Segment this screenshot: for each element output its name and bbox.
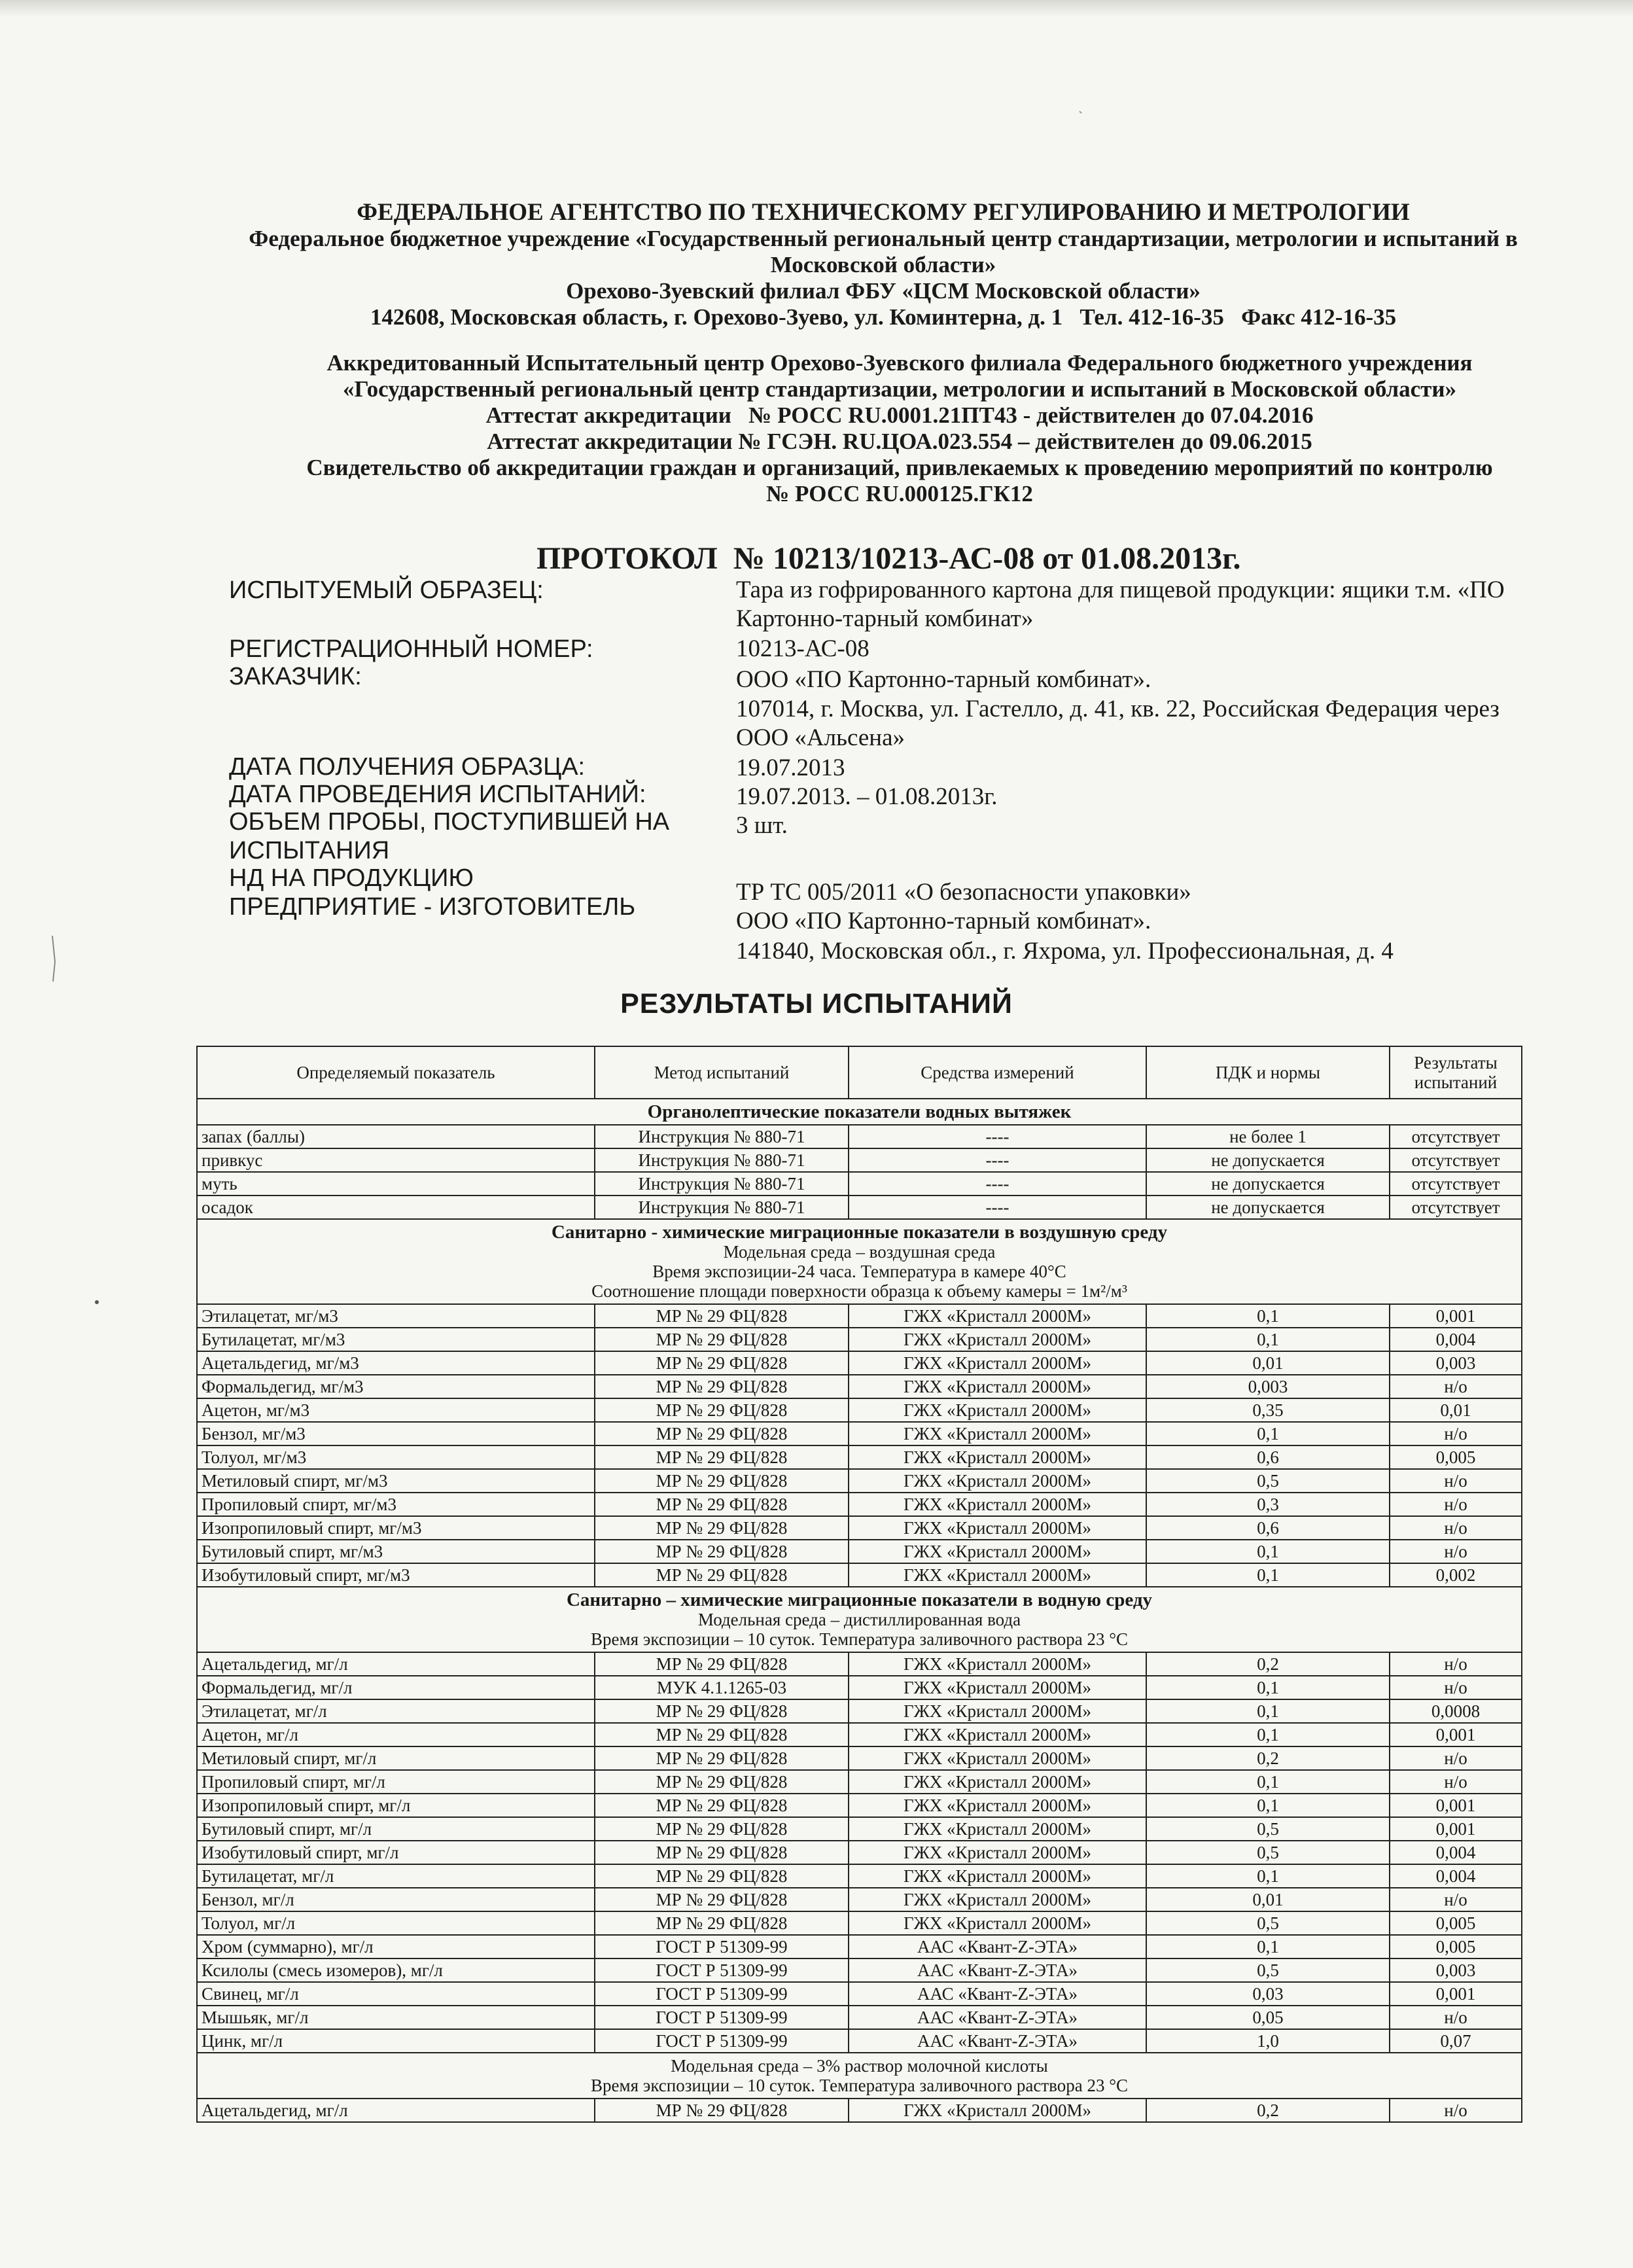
indicator-cell: Изобутиловый спирт, мг/л bbox=[197, 1841, 595, 1864]
result-cell: 0,005 bbox=[1390, 1445, 1522, 1469]
section-subtitle-line: Время экспозиции – 10 суток. Температура заливочного раствора 23 °С bbox=[590, 1629, 1129, 1649]
indicator-cell: Изопропиловый спирт, мг/м3 bbox=[197, 1516, 595, 1540]
sample-volume-value: 3 шт. bbox=[736, 812, 788, 839]
certificate-number: № РОСС RU.000125.ГК12 bbox=[766, 481, 1033, 506]
institution-name: Федеральное бюджетное учреждение «Государственный региональный центр стандартизации, метрологии и испытаний в Московской области» bbox=[249, 226, 1518, 277]
norm-cell: 0,1 bbox=[1146, 1304, 1390, 1328]
scan-mark bbox=[52, 936, 55, 982]
sample-value: Тара из гофрированного картона для пищевой продукции: ящики т.м. «ПО Картонно-тарный комбинат» bbox=[736, 576, 1505, 632]
indicator-cell: Метиловый спирт, мг/л bbox=[197, 1746, 595, 1770]
method-cell: МР № 29 ФЦ/828 bbox=[595, 1841, 849, 1864]
certificate: Свидетельство об аккредитации граждан и организаций, привлекаемых к проведению мероприятий по контролю bbox=[306, 455, 1493, 480]
norm-cell: 0,5 bbox=[1146, 1469, 1390, 1493]
indicator-cell: Ацетальдегид, мг/л bbox=[197, 2099, 595, 2122]
instrument-cell: ГЖХ «Кристалл 2000М» bbox=[849, 1469, 1146, 1493]
section-subtitle-line: Время экспозиции-24 часа. Температура в камере 40°С bbox=[652, 1262, 1066, 1281]
indicator-cell: Хром (суммарно), мг/л bbox=[197, 1935, 595, 1958]
norm-cell: 0,1 bbox=[1146, 1676, 1390, 1699]
indicator-cell: Ксилолы (смесь изомеров), мг/л bbox=[197, 1958, 595, 1982]
result-cell: 0,004 bbox=[1390, 1328, 1522, 1351]
method-cell: ГОСТ Р 51309-99 bbox=[595, 1958, 849, 1982]
sample-volume-label: ОБЪЕМ ПРОБЫ, ПОСТУПИВШЕЙ НА ИСПЫТАНИЯ bbox=[229, 808, 670, 864]
reg-number-value: 10213-АС-08 bbox=[736, 635, 869, 662]
instrument-cell: ГЖХ «Кристалл 2000М» bbox=[849, 1516, 1146, 1540]
method-cell: МР № 29 ФЦ/828 bbox=[595, 1652, 849, 1676]
instrument-cell: ГЖХ «Кристалл 2000М» bbox=[849, 1328, 1146, 1351]
instrument-cell: ГЖХ «Кристалл 2000М» bbox=[849, 1422, 1146, 1445]
indicator-cell: Метиловый спирт, мг/м3 bbox=[197, 1469, 595, 1493]
instrument-cell: ГЖХ «Кристалл 2000М» bbox=[849, 1888, 1146, 1911]
result-cell: 0,0008 bbox=[1390, 1699, 1522, 1723]
result-cell: 0,001 bbox=[1390, 1982, 1522, 2006]
accredited-center: Аккредитованный Испытательный центр Орехово-Зуевского филиала Федерального бюджетного учреждения «Государственный региональный центр стандартизации, метрологии и испытаний в Московской области» bbox=[326, 350, 1473, 402]
method-cell: МР № 29 ФЦ/828 bbox=[595, 1493, 849, 1516]
indicator-cell: Толуол, мг/м3 bbox=[197, 1445, 595, 1469]
norm-cell: 0,5 bbox=[1146, 1817, 1390, 1841]
instrument-cell: ГЖХ «Кристалл 2000М» bbox=[849, 1351, 1146, 1375]
result-cell: н/о bbox=[1390, 1888, 1522, 1911]
method-cell: МР № 29 ФЦ/828 bbox=[595, 1375, 849, 1398]
result-cell: н/о bbox=[1390, 1652, 1522, 1676]
method-cell: МР № 29 ФЦ/828 bbox=[595, 1563, 849, 1587]
result-cell: н/о bbox=[1390, 1676, 1522, 1699]
method-cell: МР № 29 ФЦ/828 bbox=[595, 1864, 849, 1888]
indicator-cell: Свинец, мг/л bbox=[197, 1982, 595, 2006]
result-cell: отсутствует bbox=[1390, 1125, 1522, 1148]
instrument-cell: ГЖХ «Кристалл 2000М» bbox=[849, 1398, 1146, 1422]
norm-cell: 0,05 bbox=[1146, 2006, 1390, 2029]
indicator-cell: Формальдегид, мг/л bbox=[197, 1676, 595, 1699]
section-subtitle-line: Модельная среда – дистиллированная вода bbox=[697, 1610, 1021, 1629]
method-cell: МР № 29 ФЦ/828 bbox=[595, 1746, 849, 1770]
method-cell: МУК 4.1.1265-03 bbox=[595, 1676, 849, 1699]
norm-cell: 0,1 bbox=[1146, 1699, 1390, 1723]
manufacturer-address: 141840, Московская обл., г. Яхрома, ул. Профессиональная, д. 4 bbox=[736, 938, 1394, 965]
scan-mark bbox=[1080, 111, 1081, 113]
method-cell: Инструкция № 880-71 bbox=[595, 1196, 849, 1219]
column-header: Результаты испытаний bbox=[1390, 1046, 1522, 1099]
result-cell: н/о bbox=[1390, 2006, 1522, 2029]
instrument-cell: ГЖХ «Кристалл 2000М» bbox=[849, 1699, 1146, 1723]
result-cell: 0,003 bbox=[1390, 1351, 1522, 1375]
scan-dot bbox=[95, 1300, 99, 1304]
received-date-label: ДАТА ПОЛУЧЕНИЯ ОБРАЗЦА: bbox=[229, 753, 586, 781]
indicator-cell: Изопропиловый спирт, мг/л bbox=[197, 1794, 595, 1817]
norm-cell: 0,01 bbox=[1146, 1888, 1390, 1911]
result-cell: 0,004 bbox=[1390, 1841, 1522, 1864]
method-cell: МР № 29 ФЦ/828 bbox=[595, 1398, 849, 1422]
result-cell: 0,003 bbox=[1390, 1958, 1522, 1982]
norm-cell: 0,3 bbox=[1146, 1493, 1390, 1516]
method-cell: МР № 29 ФЦ/828 bbox=[595, 1445, 849, 1469]
nd-value: ТР ТС 005/2011 «О безопасности упаковки» bbox=[736, 879, 1191, 906]
norm-cell: 0,2 bbox=[1146, 2099, 1390, 2122]
indicator-cell: Бутилацетат, мг/л bbox=[197, 1864, 595, 1888]
method-cell: МР № 29 ФЦ/828 bbox=[595, 1328, 849, 1351]
nd-label: НД НА ПРОДУКЦИЮ bbox=[229, 864, 474, 892]
result-cell: н/о bbox=[1390, 1540, 1522, 1563]
instrument-cell: ГЖХ «Кристалл 2000М» bbox=[849, 1445, 1146, 1469]
section-subtitle-line: Время экспозиции – 10 суток. Температура заливочного раствора 23 °С bbox=[590, 2076, 1129, 2095]
norm-cell: 0,5 bbox=[1146, 1841, 1390, 1864]
result-cell: отсутствует bbox=[1390, 1172, 1522, 1196]
method-cell: МР № 29 ФЦ/828 bbox=[595, 2099, 849, 2122]
indicator-cell: Бутилацетат, мг/м3 bbox=[197, 1328, 595, 1351]
indicator-cell: Ацетальдегид, мг/л bbox=[197, 1652, 595, 1676]
instrument-cell: ---- bbox=[849, 1196, 1146, 1219]
instrument-cell: ---- bbox=[849, 1125, 1146, 1148]
instrument-cell: ---- bbox=[849, 1148, 1146, 1172]
result-cell: 0,005 bbox=[1390, 1935, 1522, 1958]
indicator-cell: муть bbox=[197, 1172, 595, 1196]
instrument-cell: ГЖХ «Кристалл 2000М» bbox=[849, 1841, 1146, 1864]
norm-cell: 0,6 bbox=[1146, 1445, 1390, 1469]
section-title: Санитарно - химические миграционные показатели в воздушную среду bbox=[551, 1222, 1168, 1243]
instrument-cell: ГЖХ «Кристалл 2000М» bbox=[849, 1676, 1146, 1699]
customer-value: ООО «ПО Картонно-тарный комбинат». bbox=[736, 666, 1151, 693]
result-cell: 0,001 bbox=[1390, 1817, 1522, 1841]
method-cell: МР № 29 ФЦ/828 bbox=[595, 1699, 849, 1723]
result-cell: н/о bbox=[1390, 1516, 1522, 1540]
result-cell: н/о bbox=[1390, 1469, 1522, 1493]
attestat-2: Аттестат аккредитации № ГСЭН. RU.ЦОА.023.554 – действителен до 09.06.2015 bbox=[487, 429, 1312, 454]
received-date-value: 19.07.2013 bbox=[736, 754, 845, 781]
instrument-cell: ААС «Квант-Z-ЭТА» bbox=[849, 1958, 1146, 1982]
column-header: ПДК и нормы bbox=[1146, 1046, 1390, 1099]
norm-cell: 1,0 bbox=[1146, 2029, 1390, 2053]
instrument-cell: ГЖХ «Кристалл 2000М» bbox=[849, 1304, 1146, 1328]
result-cell: 0,001 bbox=[1390, 1723, 1522, 1746]
instrument-cell: ГЖХ «Кристалл 2000М» bbox=[849, 1493, 1146, 1516]
indicator-cell: Бензол, мг/м3 bbox=[197, 1422, 595, 1445]
manufacturer-value: ООО «ПО Картонно-тарный комбинат». bbox=[736, 908, 1151, 934]
norm-cell: 0,1 bbox=[1146, 1864, 1390, 1888]
instrument-cell: ГЖХ «Кристалл 2000М» bbox=[849, 1911, 1146, 1935]
method-cell: МР № 29 ФЦ/828 bbox=[595, 1516, 849, 1540]
instrument-cell: ГЖХ «Кристалл 2000М» bbox=[849, 1817, 1146, 1841]
indicator-cell: Толуол, мг/л bbox=[197, 1911, 595, 1935]
indicator-cell: Пропиловый спирт, мг/л bbox=[197, 1770, 595, 1794]
norm-cell: 0,003 bbox=[1146, 1375, 1390, 1398]
instrument-cell: ААС «Квант-Z-ЭТА» bbox=[849, 2029, 1146, 2053]
norm-cell: не допускается bbox=[1146, 1172, 1390, 1196]
norm-cell: 0,1 bbox=[1146, 1770, 1390, 1794]
method-cell: МР № 29 ФЦ/828 bbox=[595, 1723, 849, 1746]
section-subtitle-line: Модельная среда – 3% раствор молочной кислоты bbox=[671, 2056, 1048, 2076]
method-cell: МР № 29 ФЦ/828 bbox=[595, 1770, 849, 1794]
norm-cell: 0,2 bbox=[1146, 1652, 1390, 1676]
instrument-cell: ГЖХ «Кристалл 2000М» bbox=[849, 2099, 1146, 2122]
column-header: Определяемый показатель bbox=[197, 1046, 595, 1099]
norm-cell: 0,01 bbox=[1146, 1351, 1390, 1375]
norm-cell: 0,1 bbox=[1146, 1540, 1390, 1563]
norm-cell: 0,1 bbox=[1146, 1422, 1390, 1445]
result-cell: 0,004 bbox=[1390, 1864, 1522, 1888]
section-title: Органолептические показатели водных вытяжек bbox=[647, 1101, 1072, 1122]
instrument-cell: ААС «Квант-Z-ЭТА» bbox=[849, 1935, 1146, 1958]
result-cell: 0,001 bbox=[1390, 1794, 1522, 1817]
indicator-cell: Бутиловый спирт, мг/м3 bbox=[197, 1540, 595, 1563]
method-cell: МР № 29 ФЦ/828 bbox=[595, 1304, 849, 1328]
result-cell: 0,01 bbox=[1390, 1398, 1522, 1422]
method-cell: Инструкция № 880-71 bbox=[595, 1125, 849, 1148]
agency-name: ФЕДЕРАЛЬНОЕ АГЕНТСТВО ПО ТЕХНИЧЕСКОМУ РЕГУЛИРОВАНИЮ И МЕТРОЛОГИИ bbox=[357, 199, 1410, 226]
method-cell: ГОСТ Р 51309-99 bbox=[595, 1982, 849, 2006]
instrument-cell: ГЖХ «Кристалл 2000М» bbox=[849, 1652, 1146, 1676]
indicator-cell: Изобутиловый спирт, мг/м3 bbox=[197, 1563, 595, 1587]
test-dates-value: 19.07.2013. – 01.08.2013г. bbox=[736, 783, 998, 810]
result-cell: н/о bbox=[1390, 1422, 1522, 1445]
indicator-cell: Ацетон, мг/м3 bbox=[197, 1398, 595, 1422]
result-cell: 0,005 bbox=[1390, 1911, 1522, 1935]
norm-cell: 0,1 bbox=[1146, 1563, 1390, 1587]
norm-cell: 0,2 bbox=[1146, 1746, 1390, 1770]
indicator-cell: Этилацетат, мг/л bbox=[197, 1699, 595, 1723]
method-cell: МР № 29 ФЦ/828 bbox=[595, 1469, 849, 1493]
method-cell: Инструкция № 880-71 bbox=[595, 1148, 849, 1172]
instrument-cell: ГЖХ «Кристалл 2000М» bbox=[849, 1375, 1146, 1398]
method-cell: МР № 29 ФЦ/828 bbox=[595, 1911, 849, 1935]
customer-label: ЗАКАЗЧИК: bbox=[229, 663, 362, 690]
column-header: Средства измерений bbox=[849, 1046, 1146, 1099]
section-subtitle-line: Соотношение площади поверхности образца к объему камеры = 1м²/м³ bbox=[591, 1281, 1127, 1301]
test-dates-label: ДАТА ПРОВЕДЕНИЯ ИСПЫТАНИЙ: bbox=[229, 781, 646, 808]
indicator-cell: Цинк, мг/л bbox=[197, 2029, 595, 2053]
instrument-cell: ГЖХ «Кристалл 2000М» bbox=[849, 1794, 1146, 1817]
instrument-cell: ГЖХ «Кристалл 2000М» bbox=[849, 1723, 1146, 1746]
indicator-cell: Пропиловый спирт, мг/м3 bbox=[197, 1493, 595, 1516]
method-cell: МР № 29 ФЦ/828 bbox=[595, 1888, 849, 1911]
norm-cell: 0,1 bbox=[1146, 1328, 1390, 1351]
result-cell: 0,002 bbox=[1390, 1563, 1522, 1587]
branch-name: Орехово-Зуевский филиал ФБУ «ЦСМ Московской области» bbox=[566, 278, 1201, 304]
method-cell: МР № 29 ФЦ/828 bbox=[595, 1794, 849, 1817]
method-cell: ГОСТ Р 51309-99 bbox=[595, 2029, 849, 2053]
norm-cell: не более 1 bbox=[1146, 1125, 1390, 1148]
indicator-cell: Бензол, мг/л bbox=[197, 1888, 595, 1911]
method-cell: МР № 29 ФЦ/828 bbox=[595, 1422, 849, 1445]
result-cell: 0,001 bbox=[1390, 1304, 1522, 1328]
instrument-cell: ААС «Квант-Z-ЭТА» bbox=[849, 1982, 1146, 2006]
method-cell: МР № 29 ФЦ/828 bbox=[595, 1817, 849, 1841]
indicator-cell: Бутиловый спирт, мг/л bbox=[197, 1817, 595, 1841]
result-cell: н/о bbox=[1390, 1746, 1522, 1770]
indicator-cell: запах (баллы) bbox=[197, 1125, 595, 1148]
result-cell: н/о bbox=[1390, 1770, 1522, 1794]
result-cell: 0,07 bbox=[1390, 2029, 1522, 2053]
reg-number-label: РЕГИСТРАЦИОННЫЙ НОМЕР: bbox=[229, 635, 593, 663]
norm-cell: 0,6 bbox=[1146, 1516, 1390, 1540]
indicator-cell: осадок bbox=[197, 1196, 595, 1219]
norm-cell: 0,5 bbox=[1146, 1958, 1390, 1982]
sample-label: ИСПЫТУЕМЫЙ ОБРАЗЕЦ: bbox=[229, 576, 544, 604]
instrument-cell: ГЖХ «Кристалл 2000М» bbox=[849, 1540, 1146, 1563]
norm-cell: не допускается bbox=[1146, 1148, 1390, 1172]
result-cell: отсутствует bbox=[1390, 1148, 1522, 1172]
instrument-cell: ГЖХ «Кристалл 2000М» bbox=[849, 1563, 1146, 1587]
indicator-cell: Формальдегид, мг/м3 bbox=[197, 1375, 595, 1398]
method-cell: МР № 29 ФЦ/828 bbox=[595, 1351, 849, 1375]
result-cell: н/о bbox=[1390, 1493, 1522, 1516]
section-title: Санитарно – химические миграционные показатели в водную среду bbox=[566, 1589, 1153, 1610]
norm-cell: 0,35 bbox=[1146, 1398, 1390, 1422]
customer-address: 107014, г. Москва, ул. Гастелло, д. 41, кв. 22, Российская Федерация через ООО «Альсена» bbox=[736, 696, 1500, 751]
result-cell: н/о bbox=[1390, 2099, 1522, 2122]
instrument-cell: ГЖХ «Кристалл 2000М» bbox=[849, 1770, 1146, 1794]
protocol-title: ПРОТОКОЛ № 10213/10213-АС-08 от 01.08.2013г. bbox=[536, 541, 1241, 576]
norm-cell: 0,03 bbox=[1146, 1982, 1390, 2006]
instrument-cell: ААС «Квант-Z-ЭТА» bbox=[849, 2006, 1146, 2029]
method-cell: Инструкция № 880-71 bbox=[595, 1172, 849, 1196]
indicator-cell: Этилацетат, мг/м3 bbox=[197, 1304, 595, 1328]
norm-cell: 0,5 bbox=[1146, 1911, 1390, 1935]
results-title: РЕЗУЛЬТАТЫ ИСПЫТАНИЙ bbox=[620, 988, 1013, 1019]
result-cell: отсутствует bbox=[1390, 1196, 1522, 1219]
manufacturer-label: ПРЕДПРИЯТИЕ - ИЗГОТОВИТЕЛЬ bbox=[229, 893, 636, 921]
instrument-cell: ГЖХ «Кристалл 2000М» bbox=[849, 1746, 1146, 1770]
instrument-cell: ---- bbox=[849, 1172, 1146, 1196]
indicator-cell: Мышьяк, мг/л bbox=[197, 2006, 595, 2029]
indicator-cell: Ацетон, мг/л bbox=[197, 1723, 595, 1746]
norm-cell: 0,1 bbox=[1146, 1723, 1390, 1746]
instrument-cell: ГЖХ «Кристалл 2000М» bbox=[849, 1864, 1146, 1888]
norm-cell: 0,1 bbox=[1146, 1794, 1390, 1817]
method-cell: ГОСТ Р 51309-99 bbox=[595, 1935, 849, 1958]
attestat-1: Аттестат аккредитации № РОСС RU.0001.21ПТ43 - действителен до 07.04.2016 bbox=[485, 402, 1314, 428]
method-cell: МР № 29 ФЦ/828 bbox=[595, 1540, 849, 1563]
branch-address: 142608, Московская область, г. Орехово-Зуево, ул. Коминтерна, д. 1 Тел. 412-16-35 Факс 412-16-35 bbox=[370, 304, 1397, 330]
indicator-cell: привкус bbox=[197, 1148, 595, 1172]
result-cell: н/о bbox=[1390, 1375, 1522, 1398]
section-subtitle-line: Модельная среда – воздушная среда bbox=[723, 1242, 996, 1262]
norm-cell: 0,1 bbox=[1146, 1935, 1390, 1958]
indicator-cell: Ацетальдегид, мг/м3 bbox=[197, 1351, 595, 1375]
method-cell: ГОСТ Р 51309-99 bbox=[595, 2006, 849, 2029]
norm-cell: не допускается bbox=[1146, 1196, 1390, 1219]
column-header: Метод испытаний bbox=[595, 1046, 849, 1099]
